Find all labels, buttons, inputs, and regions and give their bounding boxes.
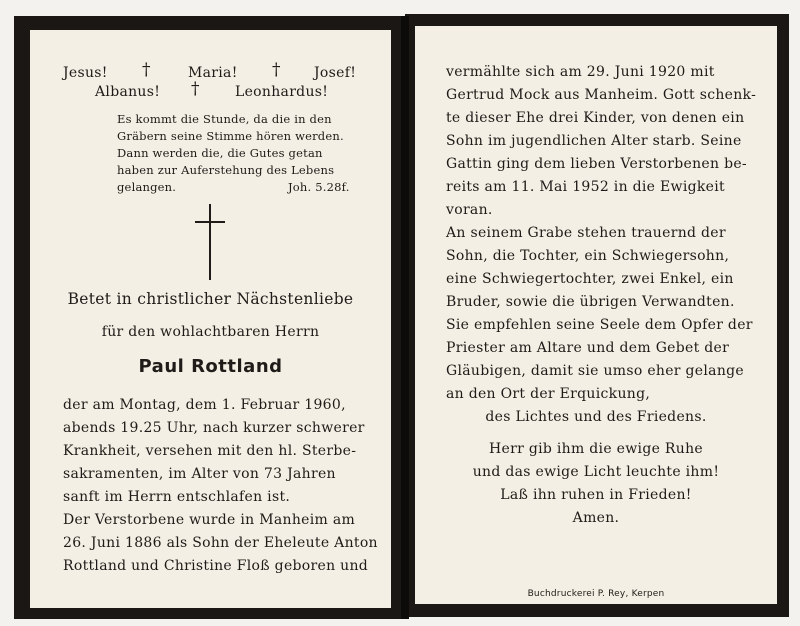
body-line: Der Verstorbene wurde in Manheim am: [63, 512, 356, 528]
body-line: Gertrud Mock aus Manheim. Gott schenk-: [446, 87, 757, 103]
right-page: [415, 26, 777, 604]
deceased-name: Paul Rottland: [138, 356, 283, 377]
body-line: Priester am Altare und dem Gebet der: [446, 340, 730, 356]
prayer-line: Betet in christlicher Nächstenliebe: [67, 290, 354, 308]
body-line: Sie empfehlen seine Seele dem Opfer der: [446, 317, 753, 333]
body-line: te dieser Ehe drei Kinder, von denen ein: [446, 110, 745, 126]
body-line: reits am 11. Mai 1952 in die Ewigkeit: [446, 179, 725, 195]
invocation-leonhardus: Leonhardus!: [235, 84, 329, 100]
closing-amen: Amen.: [572, 510, 620, 526]
body-line: Sohn, die Tochter, ein Schwiegersohn,: [446, 248, 730, 264]
card-fold: [401, 16, 409, 619]
quote-line: Dann werden die, die Gutes getan: [117, 146, 323, 160]
body-line: Gattin ging dem lieben Verstorbenen be-: [446, 156, 747, 172]
body-line: Sohn im jugendlichen Alter starb. Seine: [446, 133, 742, 149]
body-line: des Lichtes und des Friedens.: [485, 409, 707, 425]
quote-line: haben zur Auferstehung des Lebens: [117, 163, 335, 177]
invocation-josef: Josef!: [314, 65, 357, 81]
body-line: voran.: [446, 202, 493, 218]
closing-prayer-line: Laß ihn ruhen in Frieden!: [500, 487, 692, 503]
memorial-cross-icon: [195, 204, 225, 280]
body-line: 26. Juni 1886 als Sohn der Eheleute Anton: [63, 535, 378, 551]
body-line: Gläubigen, damit sie umso eher gelange: [446, 363, 744, 379]
cross-icon: †: [272, 60, 281, 80]
quote-line: Es kommt die Stunde, da die in den: [117, 112, 332, 126]
cross-icon: †: [142, 60, 151, 80]
printer-imprint: Buchdruckerei P. Rey, Kerpen: [527, 589, 665, 599]
quote-line-last: gelangen.: [117, 180, 177, 194]
body-line: der am Montag, dem 1. Februar 1960,: [63, 397, 346, 413]
closing-prayer-line: und das ewige Licht leuchte ihm!: [472, 464, 720, 480]
invocation-jesus: Jesus!: [63, 65, 108, 81]
body-line: Rottland und Christine Floß geboren und: [63, 558, 369, 574]
invocation-albanus: Albanus!: [95, 84, 161, 100]
prayer-line: für den wohlachtbaren Herrn: [101, 324, 320, 340]
invocation-maria: Maria!: [188, 65, 238, 81]
body-line: vermählte sich am 29. Juni 1920 mit: [446, 64, 715, 80]
body-line: Bruder, sowie die übrigen Verwandten.: [446, 294, 735, 310]
left-page: [30, 30, 391, 608]
body-line: Krankheit, versehen mit den hl. Sterbe-: [63, 443, 357, 459]
cross-icon: †: [191, 79, 200, 99]
body-line: abends 19.25 Uhr, nach kurzer schwerer: [63, 420, 365, 436]
body-line: an den Ort der Erquickung,: [446, 386, 651, 402]
body-line: sakramenten, im Alter von 73 Jahren: [63, 466, 336, 482]
closing-prayer-line: Herr gib ihm die ewige Ruhe: [489, 441, 703, 457]
body-line: An seinem Grabe stehen trauernd der: [446, 225, 726, 241]
quote-reference: Joh. 5.28f.: [288, 180, 350, 194]
body-line: sanft im Herrn entschlafen ist.: [63, 489, 291, 505]
body-line: eine Schwiegertochter, zwei Enkel, ein: [446, 271, 734, 287]
quote-line: Gräbern seine Stimme hören werden.: [117, 129, 344, 143]
